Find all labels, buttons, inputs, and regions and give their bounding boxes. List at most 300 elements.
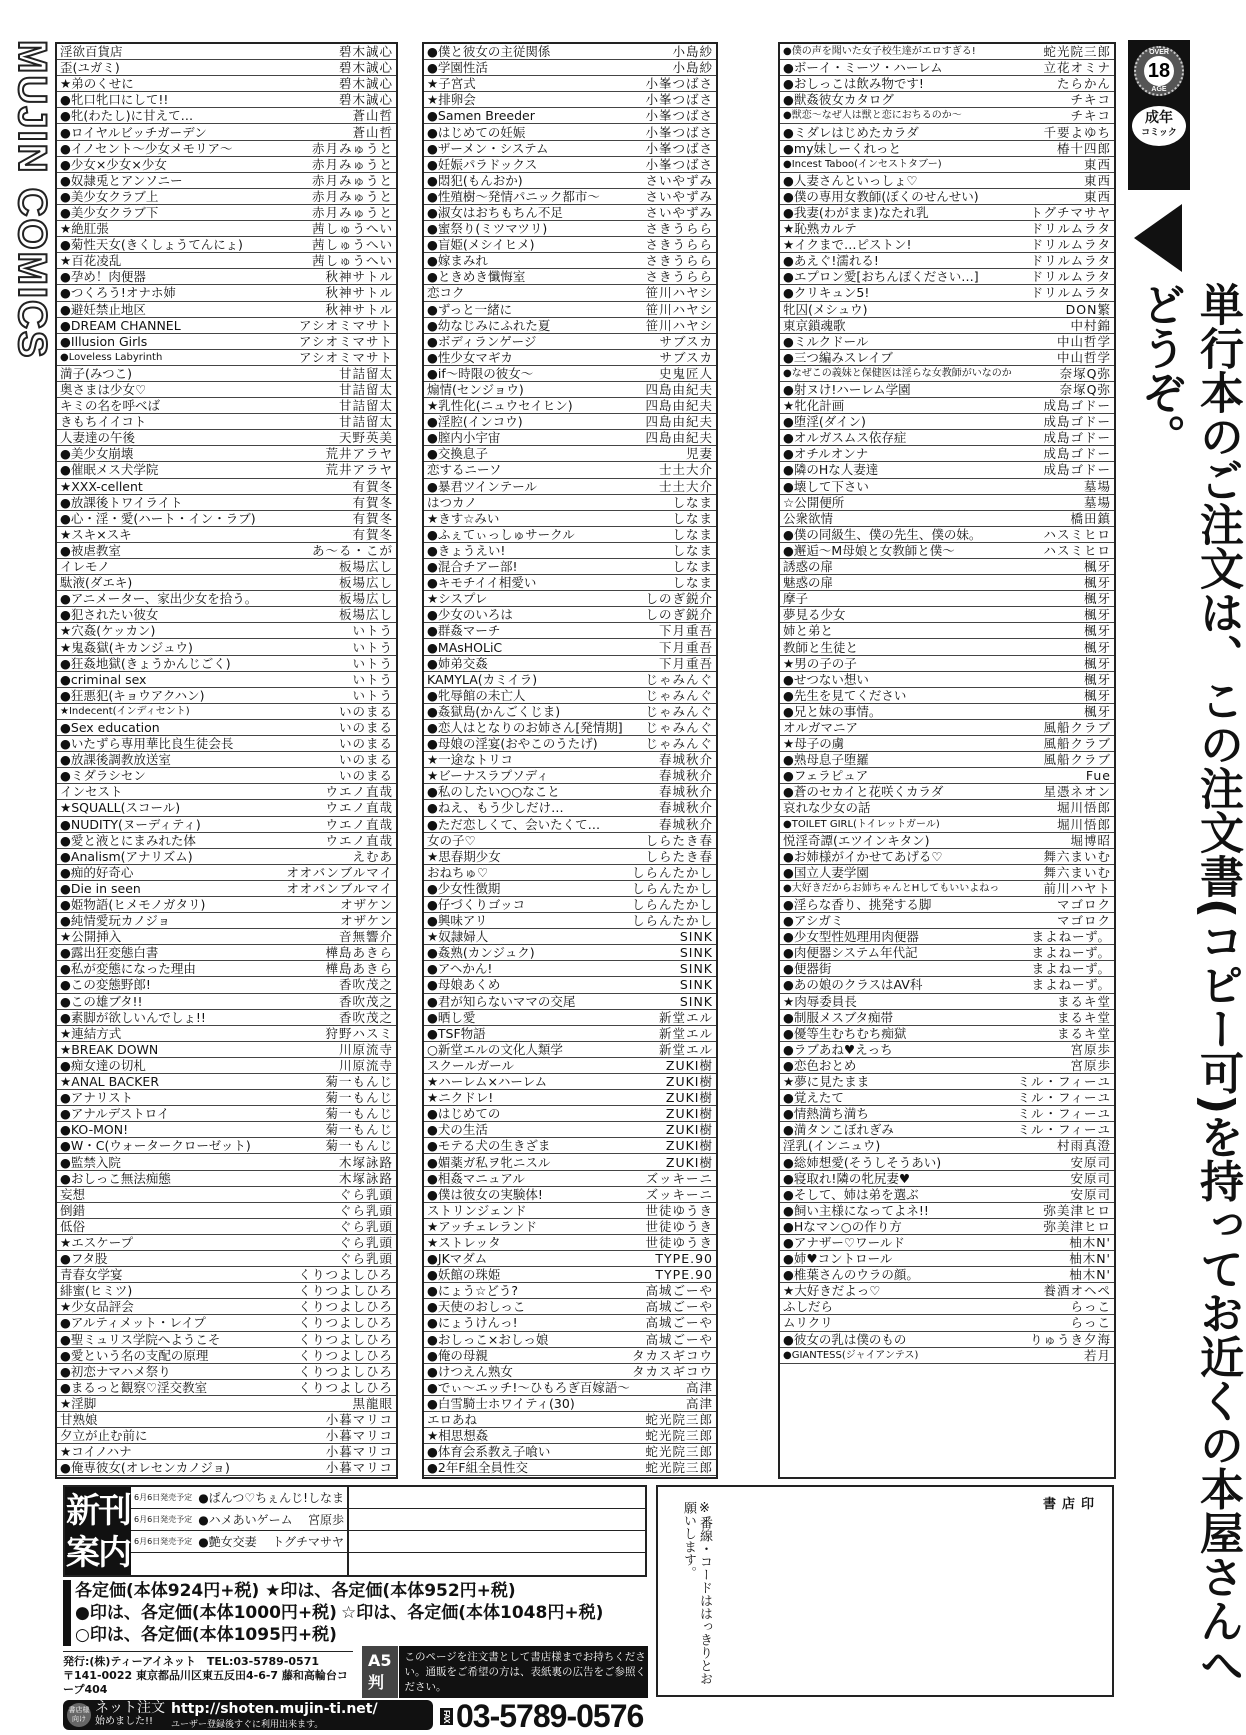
book-row[interactable]: [424, 817, 716, 833]
book-row[interactable]: [57, 1122, 396, 1138]
book-row[interactable]: [57, 366, 396, 382]
book-author: マゴロク: [1056, 897, 1111, 913]
book-row[interactable]: [780, 462, 1114, 478]
book-row[interactable]: [57, 591, 396, 607]
book-row[interactable]: [57, 977, 396, 993]
book-row[interactable]: [424, 398, 716, 414]
book-row[interactable]: [780, 221, 1114, 237]
book-row[interactable]: [57, 1138, 396, 1154]
book-row[interactable]: [57, 237, 396, 253]
book-row[interactable]: [780, 1187, 1114, 1203]
book-row[interactable]: [424, 1396, 716, 1412]
book-row[interactable]: [57, 704, 396, 720]
book-row[interactable]: [780, 1010, 1114, 1026]
book-row[interactable]: [780, 253, 1114, 269]
book-row[interactable]: [780, 334, 1114, 350]
book-row[interactable]: [424, 1315, 716, 1331]
book-row[interactable]: [780, 1251, 1114, 1267]
book-author: 春城秋介: [658, 768, 713, 784]
book-row[interactable]: [57, 768, 396, 784]
book-row[interactable]: [57, 157, 396, 173]
book-row[interactable]: [57, 1154, 396, 1170]
book-author: らっこ: [1070, 1299, 1111, 1315]
book-row[interactable]: [780, 865, 1114, 881]
book-row[interactable]: [424, 76, 716, 92]
book-row[interactable]: [424, 124, 716, 140]
book-author: 若月: [1083, 1347, 1111, 1363]
book-row[interactable]: [780, 849, 1114, 865]
order-url-link[interactable]: http://shoten.mujin-ti.net/: [171, 1700, 378, 1717]
book-row[interactable]: [780, 495, 1114, 511]
book-row[interactable]: [57, 1460, 396, 1476]
book-row[interactable]: [424, 1364, 716, 1380]
book-row[interactable]: [57, 302, 396, 318]
book-title: 夕立が止む前に: [60, 1428, 148, 1444]
book-title: ●KO-MON!: [60, 1122, 129, 1138]
book-row[interactable]: [57, 479, 396, 495]
book-row[interactable]: [57, 881, 396, 897]
book-row[interactable]: [424, 929, 716, 945]
book-row[interactable]: [57, 849, 396, 865]
book-row[interactable]: [424, 913, 716, 929]
book-title: ●獣恋～なぜ人は獣と恋におちるのか～: [783, 110, 962, 122]
book-row[interactable]: [57, 1348, 396, 1364]
book-row[interactable]: [57, 1364, 396, 1380]
book-row[interactable]: [424, 977, 716, 993]
book-row[interactable]: [424, 897, 716, 913]
book-title: ★牝化計画: [783, 398, 845, 414]
book-row[interactable]: [780, 1154, 1114, 1170]
book-row[interactable]: [424, 479, 716, 495]
book-row[interactable]: [424, 1219, 716, 1235]
book-row[interactable]: [424, 511, 716, 527]
book-row[interactable]: [424, 108, 716, 124]
book-row[interactable]: [57, 205, 396, 221]
book-title: ●アルティメット・レイプ: [60, 1315, 206, 1331]
book-row[interactable]: [57, 334, 396, 350]
book-author: しらんたかし: [631, 880, 713, 896]
book-row[interactable]: [57, 253, 396, 269]
book-row[interactable]: [57, 76, 396, 92]
book-row[interactable]: [780, 1058, 1114, 1074]
book-row[interactable]: [57, 1026, 396, 1042]
book-row[interactable]: [424, 350, 716, 366]
book-row[interactable]: [424, 849, 716, 865]
book-title: ●NUDITY(ヌーディティ): [60, 816, 201, 832]
book-row[interactable]: [57, 60, 396, 76]
book-row[interactable]: [57, 414, 396, 430]
book-row[interactable]: [57, 1332, 396, 1348]
book-row[interactable]: [424, 318, 716, 334]
book-row[interactable]: [424, 1251, 716, 1267]
book-row[interactable]: [780, 1090, 1114, 1106]
book-row[interactable]: [424, 462, 716, 478]
book-row[interactable]: [780, 382, 1114, 398]
book-row[interactable]: [424, 495, 716, 511]
book-row[interactable]: [780, 1235, 1114, 1251]
book-row[interactable]: [780, 1299, 1114, 1315]
book-row[interactable]: [424, 1187, 716, 1203]
book-row[interactable]: [780, 817, 1114, 833]
order-quantity-column[interactable]: [349, 1487, 645, 1575]
book-title: ●そして、姉は弟を選ぶ: [783, 1186, 919, 1202]
book-row[interactable]: [780, 720, 1114, 736]
book-row[interactable]: [57, 511, 396, 527]
book-row[interactable]: [780, 350, 1114, 366]
book-row[interactable]: [424, 945, 716, 961]
book-row[interactable]: [57, 623, 396, 639]
book-row[interactable]: [424, 607, 716, 623]
book-row[interactable]: [57, 559, 396, 575]
book-row[interactable]: [424, 994, 716, 1010]
book-row[interactable]: [424, 221, 716, 237]
book-row[interactable]: [780, 752, 1114, 768]
book-row[interactable]: [780, 768, 1114, 784]
book-title: 煽情(センジョウ): [427, 382, 524, 398]
book-row[interactable]: [424, 1171, 716, 1187]
book-row[interactable]: [57, 189, 396, 205]
book-title: ●菊性天女(きくしょうてんにょ): [60, 237, 243, 253]
book-row[interactable]: [57, 1412, 396, 1428]
book-row[interactable]: [57, 221, 396, 237]
book-row[interactable]: [57, 897, 396, 913]
book-row[interactable]: [780, 1315, 1114, 1331]
book-row[interactable]: [57, 1299, 396, 1315]
book-author: タカスギコウ: [631, 1363, 713, 1379]
book-row[interactable]: [57, 752, 396, 768]
book-row[interactable]: [780, 961, 1114, 977]
book-row[interactable]: [57, 1187, 396, 1203]
book-row[interactable]: [424, 1299, 716, 1315]
book-row[interactable]: [424, 430, 716, 446]
book-row[interactable]: [780, 205, 1114, 221]
book-row[interactable]: [424, 1010, 716, 1026]
book-row[interactable]: [424, 672, 716, 688]
book-row[interactable]: [424, 1235, 716, 1251]
book-row[interactable]: [57, 865, 396, 881]
book-row[interactable]: [57, 382, 396, 398]
book-row[interactable]: [57, 1428, 396, 1444]
book-row[interactable]: [424, 189, 716, 205]
book-author: いのまる: [338, 736, 393, 752]
book-row[interactable]: [780, 398, 1114, 414]
book-row[interactable]: [57, 446, 396, 462]
book-row[interactable]: [424, 269, 716, 285]
book-row[interactable]: [57, 1251, 396, 1267]
book-row[interactable]: [424, 800, 716, 816]
book-row[interactable]: [424, 1154, 716, 1170]
book-row[interactable]: [424, 688, 716, 704]
book-row[interactable]: [424, 1026, 716, 1042]
book-row[interactable]: [57, 833, 396, 849]
book-row[interactable]: [424, 414, 716, 430]
book-row[interactable]: [57, 92, 396, 108]
book-row[interactable]: [424, 527, 716, 543]
book-row[interactable]: [780, 1267, 1114, 1283]
book-row[interactable]: [424, 865, 716, 881]
book-row[interactable]: [780, 76, 1114, 92]
book-author: 菊一もんじ: [325, 1074, 393, 1090]
book-row[interactable]: [424, 1058, 716, 1074]
book-row[interactable]: [780, 173, 1114, 189]
book-row[interactable]: [780, 945, 1114, 961]
book-title: 牝囚(メシュウ): [783, 301, 868, 317]
book-row[interactable]: [424, 1106, 716, 1122]
shop-stamp-box[interactable]: [656, 1485, 1114, 1697]
book-row[interactable]: [424, 1444, 716, 1460]
book-row[interactable]: [780, 1203, 1114, 1219]
book-row[interactable]: [57, 929, 396, 945]
book-row[interactable]: [780, 44, 1114, 60]
book-row[interactable]: [424, 366, 716, 382]
book-row[interactable]: [57, 1090, 396, 1106]
book-row[interactable]: [780, 446, 1114, 462]
book-row[interactable]: [424, 881, 716, 897]
book-row[interactable]: [780, 189, 1114, 205]
book-row[interactable]: [57, 141, 396, 157]
book-row[interactable]: [57, 462, 396, 478]
book-row[interactable]: [424, 1074, 716, 1090]
book-row[interactable]: [424, 784, 716, 800]
book-row[interactable]: [424, 1332, 716, 1348]
book-row[interactable]: [780, 527, 1114, 543]
book-row[interactable]: [424, 285, 716, 301]
book-row[interactable]: [57, 350, 396, 366]
book-row[interactable]: [780, 366, 1114, 382]
book-row[interactable]: [57, 1106, 396, 1122]
book-row[interactable]: [424, 60, 716, 76]
book-row[interactable]: [780, 479, 1114, 495]
book-row[interactable]: [780, 1138, 1114, 1154]
book-row[interactable]: [780, 977, 1114, 993]
book-title: ●隣のHな人妻達: [783, 462, 879, 478]
book-row[interactable]: [780, 929, 1114, 945]
book-row[interactable]: [780, 302, 1114, 318]
book-row[interactable]: [780, 736, 1114, 752]
book-row[interactable]: [57, 1444, 396, 1460]
book-row[interactable]: [424, 768, 716, 784]
book-row[interactable]: [57, 784, 396, 800]
book-row[interactable]: [780, 623, 1114, 639]
book-row[interactable]: [780, 1219, 1114, 1235]
book-row[interactable]: [424, 656, 716, 672]
book-row[interactable]: [57, 575, 396, 591]
book-row[interactable]: [57, 720, 396, 736]
book-row[interactable]: [424, 302, 716, 318]
book-row[interactable]: [424, 575, 716, 591]
book-title: ★BREAK DOWN: [60, 1041, 159, 1057]
book-row[interactable]: [780, 800, 1114, 816]
book-row[interactable]: [424, 334, 716, 350]
book-author: 菊一もんじ: [325, 1138, 393, 1154]
book-row[interactable]: [424, 173, 716, 189]
book-title: ●大好きだからお姉ちゃんとHしてもいいよねっ: [783, 882, 1000, 894]
book-row[interactable]: [424, 382, 716, 398]
book-row[interactable]: [424, 591, 716, 607]
book-author: 成島ゴドー: [1043, 430, 1111, 446]
book-row[interactable]: [424, 1267, 716, 1283]
book-row[interactable]: [57, 1283, 396, 1299]
book-row[interactable]: [424, 1348, 716, 1364]
book-row[interactable]: [57, 817, 396, 833]
book-row[interactable]: [57, 672, 396, 688]
book-row[interactable]: [57, 1203, 396, 1219]
book-row[interactable]: [780, 591, 1114, 607]
book-row[interactable]: [57, 1396, 396, 1412]
book-row[interactable]: [57, 1171, 396, 1187]
book-row[interactable]: [424, 1460, 716, 1476]
book-row[interactable]: [780, 784, 1114, 800]
book-row[interactable]: [424, 1090, 716, 1106]
book-row[interactable]: [57, 688, 396, 704]
book-row[interactable]: [424, 1380, 716, 1396]
book-title: ●妊娠パラドックス: [427, 156, 538, 172]
book-row[interactable]: [780, 897, 1114, 913]
book-row[interactable]: [57, 285, 396, 301]
book-row[interactable]: [780, 1332, 1114, 1348]
book-title: ●興味アリ: [427, 913, 488, 929]
book-row[interactable]: [57, 44, 396, 60]
book-row[interactable]: [57, 1058, 396, 1074]
book-author: 世徒ゆうき: [645, 1234, 713, 1250]
book-row[interactable]: [57, 607, 396, 623]
book-row[interactable]: [57, 1235, 396, 1251]
book-row[interactable]: [780, 318, 1114, 334]
book-row[interactable]: [780, 430, 1114, 446]
book-row[interactable]: [424, 1122, 716, 1138]
book-row[interactable]: [57, 1267, 396, 1283]
book-row[interactable]: [780, 688, 1114, 704]
book-row[interactable]: [780, 656, 1114, 672]
book-title: オルガマニア: [783, 719, 859, 735]
book-row[interactable]: [424, 253, 716, 269]
book-title: ●兄と妹の事情。: [783, 703, 882, 719]
book-row[interactable]: [780, 1122, 1114, 1138]
book-row[interactable]: [57, 124, 396, 140]
book-row[interactable]: [780, 913, 1114, 929]
book-row[interactable]: [780, 1171, 1114, 1187]
book-row[interactable]: [780, 1106, 1114, 1122]
book-row[interactable]: [780, 60, 1114, 76]
book-row[interactable]: [780, 237, 1114, 253]
book-row[interactable]: [424, 1138, 716, 1154]
book-author: 下月重吾: [658, 655, 713, 671]
book-row[interactable]: [57, 945, 396, 961]
book-row[interactable]: [57, 527, 396, 543]
book-row[interactable]: [424, 44, 716, 60]
book-row[interactable]: [424, 92, 716, 108]
book-row[interactable]: [57, 1042, 396, 1058]
book-row[interactable]: [780, 704, 1114, 720]
book-row[interactable]: [780, 1283, 1114, 1299]
book-row[interactable]: [780, 639, 1114, 655]
book-row[interactable]: [57, 736, 396, 752]
book-row[interactable]: [57, 318, 396, 334]
book-row[interactable]: [57, 1010, 396, 1026]
book-row[interactable]: [780, 124, 1114, 140]
book-row[interactable]: [780, 833, 1114, 849]
book-author: 秋神サトル: [325, 301, 393, 317]
book-row[interactable]: [424, 446, 716, 462]
book-row[interactable]: [57, 108, 396, 124]
book-title: ●牝辱館の未亡人: [427, 687, 526, 703]
book-row[interactable]: [780, 1074, 1114, 1090]
book-row[interactable]: [57, 913, 396, 929]
book-author: いのまる: [338, 703, 393, 719]
book-row[interactable]: [57, 398, 396, 414]
book-row[interactable]: [424, 559, 716, 575]
book-title: おねちゅ♡: [427, 864, 489, 880]
book-row[interactable]: [57, 639, 396, 655]
book-row[interactable]: [57, 269, 396, 285]
book-row[interactable]: [424, 543, 716, 559]
book-row[interactable]: [780, 1042, 1114, 1058]
book-row[interactable]: [780, 881, 1114, 897]
book-row[interactable]: [424, 752, 716, 768]
book-row[interactable]: [424, 1283, 716, 1299]
book-row[interactable]: [780, 157, 1114, 173]
book-row[interactable]: [424, 141, 716, 157]
book-row[interactable]: [424, 157, 716, 173]
book-row[interactable]: [780, 543, 1114, 559]
book-row[interactable]: [780, 607, 1114, 623]
book-author: 香吹茂之: [338, 993, 393, 1009]
book-row[interactable]: [57, 656, 396, 672]
book-row[interactable]: [424, 639, 716, 655]
book-row[interactable]: [424, 1412, 716, 1428]
book-row[interactable]: [780, 575, 1114, 591]
book-row[interactable]: [57, 1074, 396, 1090]
book-row[interactable]: [424, 1203, 716, 1219]
book-author: ドリルムラタ: [1030, 269, 1111, 285]
book-row[interactable]: [424, 961, 716, 977]
book-row[interactable]: [57, 961, 396, 977]
book-title: ●僕の専用女教師(ぼくのせんせい): [783, 188, 979, 204]
book-row[interactable]: [424, 205, 716, 221]
book-row[interactable]: [780, 672, 1114, 688]
book-row[interactable]: [424, 1042, 716, 1058]
book-row[interactable]: [424, 237, 716, 253]
book-row[interactable]: [780, 1026, 1114, 1042]
book-row[interactable]: [57, 800, 396, 816]
book-row[interactable]: [424, 1428, 716, 1444]
book-row[interactable]: [57, 1315, 396, 1331]
book-row[interactable]: [780, 141, 1114, 157]
book-row[interactable]: [424, 736, 716, 752]
book-author: さきうらら: [645, 221, 713, 237]
book-row[interactable]: [780, 92, 1114, 108]
book-row[interactable]: [780, 1348, 1114, 1364]
book-row[interactable]: [780, 269, 1114, 285]
book-row[interactable]: [57, 994, 396, 1010]
book-row[interactable]: [424, 720, 716, 736]
book-row[interactable]: [780, 994, 1114, 1010]
book-row[interactable]: [424, 833, 716, 849]
book-row[interactable]: [780, 559, 1114, 575]
book-row[interactable]: [780, 285, 1114, 301]
book-row[interactable]: [780, 511, 1114, 527]
book-row[interactable]: [424, 623, 716, 639]
book-row[interactable]: [57, 430, 396, 446]
book-row[interactable]: [57, 543, 396, 559]
book-row[interactable]: [424, 704, 716, 720]
book-row[interactable]: [57, 495, 396, 511]
book-row[interactable]: [57, 173, 396, 189]
book-row[interactable]: [57, 1219, 396, 1235]
book-row[interactable]: [57, 1380, 396, 1396]
book-row[interactable]: [780, 108, 1114, 124]
book-row[interactable]: [780, 414, 1114, 430]
